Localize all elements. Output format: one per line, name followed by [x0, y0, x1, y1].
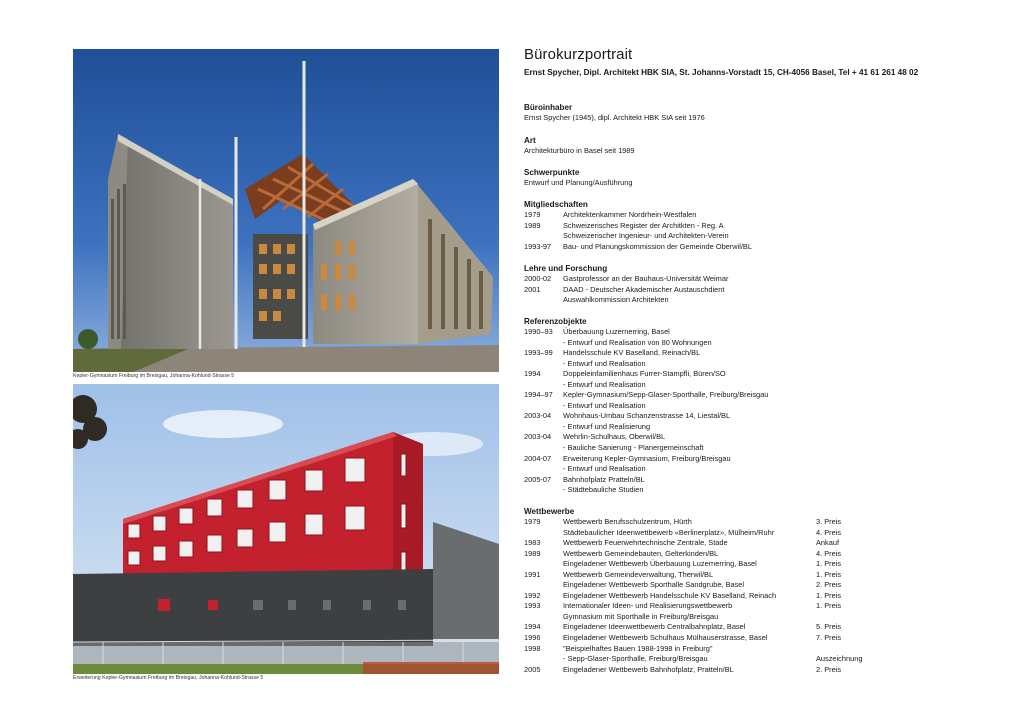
year: 1993–99 [524, 348, 553, 358]
prize: 1. Preis [816, 601, 842, 611]
entry-text: - Entwurf und Realisation [563, 358, 646, 368]
list-item [524, 665, 1004, 676]
year: 1996 [524, 633, 541, 643]
year: 1989 [524, 220, 541, 230]
entry-text: Eingeladener Wettbewerb Sporthalle Sandgrube, Basel [563, 580, 745, 590]
list-item [524, 422, 1004, 433]
list-item [524, 622, 1004, 633]
entry-text: Eingeladener Wettbewerb Überbauung Luzernerring, Basel [563, 559, 757, 569]
list-item [524, 644, 1004, 655]
list-item [524, 475, 1004, 486]
prize: Ankauf [816, 538, 840, 548]
list-item [524, 401, 1004, 412]
year: 1990–93 [524, 327, 553, 336]
art-text: Architekturbüro in Basel seit 1989 [524, 146, 635, 155]
list-item [524, 231, 1004, 242]
entry-text: Eingeladener Ideenwettbewerb Centralbahnplatz, Basel [563, 622, 746, 632]
year: 2001 [524, 284, 541, 294]
entry-text: Städtebaulicher Ideenwettbewerb «Berlinerplatz», Mülheim/Ruhr [563, 527, 775, 537]
photo-kepler-gymnasium [73, 49, 499, 372]
entry-text: Schweizerischer Ingenieur- und Architekten-Verein [563, 231, 729, 241]
year: 1992 [524, 590, 541, 600]
list-item [524, 570, 1004, 581]
list-item [524, 380, 1004, 391]
prize: 1. Preis [816, 559, 842, 569]
list-item [524, 285, 1004, 296]
list-item [524, 580, 1004, 591]
list-item [524, 633, 1004, 644]
list-item [524, 210, 1004, 221]
entry-text: Schweizerisches Register der Architkten - Reg. A [563, 220, 724, 230]
year: 1998 [524, 643, 541, 653]
year: 1993 [524, 601, 541, 611]
prize: 2. Preis [816, 664, 842, 674]
section-wettbewerbe [524, 506, 1004, 675]
list-item [524, 359, 1004, 370]
entry-text: Erweiterung Kepler-Gymnasium, Freiburg/Breisgau [563, 453, 731, 463]
section-mitgliedschaften [524, 199, 1004, 252]
section-title: Mitgliedschaften [524, 200, 588, 209]
entry-text: Internationaler Ideen- und Realisierungswettbewerb [563, 601, 733, 611]
prize: 5. Preis [816, 622, 842, 632]
year: 2005 [524, 664, 541, 674]
year: 2000-02 [524, 274, 552, 283]
year: 1994–97 [524, 390, 553, 400]
list-item [524, 549, 1004, 560]
caption-top-photo: Kepler-Gymnasium Freiburg im Breisgau, Johanna-Kohlund-Strasse 5 [73, 373, 235, 379]
year: 1979 [524, 210, 541, 219]
entry-text: Überbauung Luzernerring, Basel [563, 327, 670, 336]
list-item [524, 528, 1004, 539]
entry-text: Gymnasium mit Sporthalle in Freiburg/Breisgau [563, 611, 719, 621]
section-text [524, 146, 1004, 157]
list-item [524, 369, 1004, 380]
entry-text: Wettbewerb Feuerwehrtechnische Zentrale, Stade [563, 538, 728, 548]
entry-text: Gastprofessor an der Bauhaus-Universität Weimar [563, 274, 729, 283]
section-title: Art [524, 136, 536, 145]
list-item [524, 454, 1004, 465]
entry-text: "Beispielhaftes Bauen 1988-1998 in Freiburg" [563, 643, 713, 653]
page-title: Bürokurzportrait [524, 46, 633, 63]
list-item [524, 242, 1004, 253]
year: 2003-04 [524, 432, 552, 442]
year: 1989 [524, 548, 541, 558]
year: 1993-97 [524, 241, 552, 251]
list-item [524, 443, 1004, 454]
list-item [524, 432, 1004, 443]
entry-text: Eingeladener Wettbewerb Schulhaus Mülhauserstrasse, Basel [563, 633, 768, 643]
prize: 3. Preis [816, 517, 842, 526]
prize: Auszeichnung [816, 654, 863, 664]
entry-text: - Entwurf und Realisation von 80 Wohnungen [563, 337, 712, 347]
year: 1983 [524, 538, 541, 548]
list-item [524, 591, 1004, 602]
year: 1979 [524, 517, 541, 526]
section-schwerpunkte [524, 167, 1004, 189]
list-item [524, 559, 1004, 570]
entry-text: - Entwurf und Realisierung [563, 421, 651, 431]
entry-text: Eingeladener Wettbewerb Handelsschule KV Baselland, Reinach [563, 590, 777, 600]
list-item [524, 612, 1004, 623]
list-item [524, 538, 1004, 549]
caption-bottom-photo: Erweiterung Kepler-Gymnasium Freiburg im Breisgau, Johanna-Kohlund-Strasse 5 [73, 675, 264, 681]
photo-erweiterung-kepler-gymnasium [73, 384, 499, 674]
prize: 7. Preis [816, 633, 842, 643]
section-title: Büroinhaber [524, 103, 573, 112]
year: 2004-07 [524, 453, 552, 463]
list-item [524, 601, 1004, 612]
section-text [524, 113, 1004, 124]
entry-text: - Bauliche Sanierung - Planergemeinschaft [563, 443, 704, 453]
section-title: Referenzobjekte [524, 317, 587, 326]
year: 2003-04 [524, 411, 552, 421]
section-art [524, 135, 1004, 157]
prize: 4. Preis [816, 527, 842, 537]
prize: 1. Preis [816, 590, 842, 600]
entry-text: Doppeleinfamilienhaus Furrer-Stampfli, Büren/SO [563, 369, 726, 379]
entry-text: Bahnhofplatz Pratteln/BL [563, 474, 645, 484]
section-title: Lehre und Forschung [524, 264, 608, 273]
year: 1991 [524, 569, 541, 579]
prize: 1. Preis [816, 569, 842, 579]
list-item [524, 654, 1004, 665]
prize: 4. Preis [816, 548, 842, 558]
entry-text: Handelsschule KV Baselland, Reinach/BL [563, 348, 701, 358]
entry-text: - Sepp-Glaser-Sporthalle, Freiburg/Breisgau [563, 654, 708, 664]
entry-text: DAAD - Deutscher Akademischer Austauschdient [563, 284, 725, 294]
entry-text: Wehrlin-Schulhaus, Oberwil/BL [563, 432, 666, 442]
section-referenzobjekte [524, 316, 1004, 496]
section-text [524, 178, 1004, 189]
entry-text: Bau- und Planungskommission der Gemeinde Oberwil/BL [563, 241, 752, 251]
list-item [524, 517, 1004, 528]
focus-text: Entwurf und Planung/Ausführung [524, 178, 633, 187]
list-item [524, 327, 1004, 338]
year: 1994 [524, 622, 541, 632]
list-item [524, 411, 1004, 422]
entry-text: Wohnhaus-Umbau Schanzenstrasse 14, Liestal/BL [563, 411, 731, 421]
list-item [524, 485, 1004, 496]
office-address: Ernst Spycher, Dipl. Architekt HBK SIA, St. Johanns-Vorstadt 15, CH-4056 Basel, Tel + 41 61 261 48 02 [524, 68, 919, 77]
entry-text: Wettbewerb Berufsschulzentrum, Hürth [563, 517, 692, 526]
section-title: Wettbewerbe [524, 507, 575, 516]
prize: 2. Preis [816, 580, 842, 590]
entry-text: Wettbewerb Gemeindeverwaltung, Therwil/BL [563, 569, 714, 579]
section-title: Schwerpunkte [524, 168, 580, 177]
list-item [524, 464, 1004, 475]
office-profile [524, 46, 1004, 674]
entry-text: Eingeladener Wettbewerb Bahnhofplatz, Pratteln/BL [563, 664, 734, 674]
year: 2005-07 [524, 474, 552, 484]
entry-text: Auswahlkommission Architekten [563, 295, 669, 305]
section-lehre-und-forschung [524, 263, 1004, 306]
list-item [524, 338, 1004, 349]
entry-text: Wettbewerb Gemeindebauten, Gelterkinden/BL [563, 548, 719, 558]
section-bueroinhaber [524, 102, 1004, 124]
list-item [524, 348, 1004, 359]
entry-text: - Städtebauliche Studien [563, 485, 644, 495]
entry-text: - Entwurf und Realisation [563, 379, 646, 389]
list-item [524, 390, 1004, 401]
list-item [524, 295, 1004, 306]
owner-text: Ernst Spycher (1945), dipl. Architekt HBK SIA seit 1976 [524, 113, 705, 122]
entry-text: - Entwurf und Realisation [563, 464, 646, 474]
list-item [524, 221, 1004, 232]
year: 1994 [524, 369, 541, 379]
entry-text: - Entwurf und Realisation [563, 400, 646, 410]
entry-text: Kepler-Gymnasium/Sepp-Glaser-Sporthalle, Freiburg/Breisgau [563, 390, 769, 400]
list-item [524, 274, 1004, 285]
entry-text: Architektenkammer Nordrhein-Westfalen [563, 210, 697, 219]
